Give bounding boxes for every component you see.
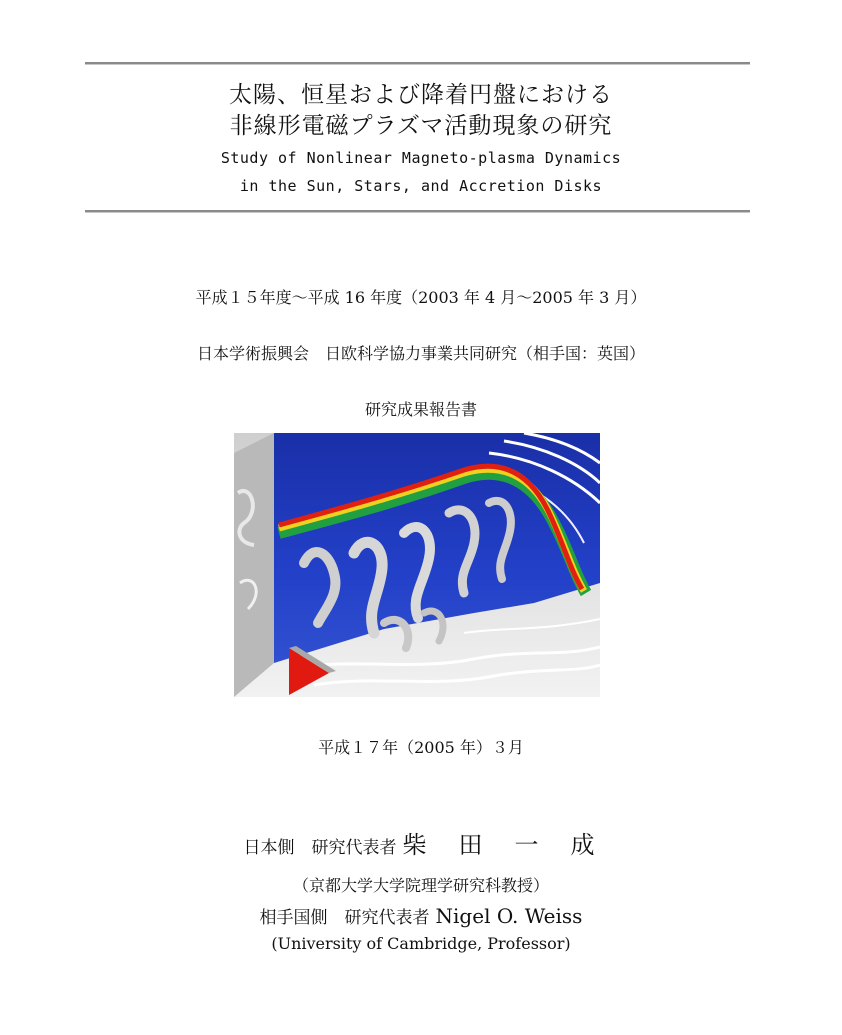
partner-representative: [0, 899, 842, 935]
title-japanese-line-2: 非線形電磁プラズマ活動現象の研究: [229, 113, 613, 139]
report-type: 研究成果報告書: [364, 400, 477, 419]
title-japanese-line-1: 太陽、恒星および降着円盤における: [229, 82, 613, 108]
japan-representative-affiliation: （京都大学大学院理学研究科教授）: [292, 876, 549, 895]
partner-representative-affiliation: (University of Cambridge, Professor): [271, 934, 571, 953]
simulation-render: [234, 433, 600, 697]
title-english-line-2: in the Sun, Stars, and Accretion Disks: [239, 177, 603, 195]
japan-representative: [0, 828, 842, 865]
partner-representative-label: 相手国側 研究代表者: [259, 908, 430, 928]
report-date: 平成１７年（2005 年）３月: [318, 738, 524, 757]
japan-representative-name: 柴 田 一 成: [402, 831, 599, 859]
bottom-rule: [85, 210, 750, 213]
title-english-line-1: Study of Nonlinear Magneto-plasma Dynamics: [220, 149, 622, 167]
partner-representative-name: Nigel O. Weiss: [435, 904, 583, 928]
japan-representative-label: 日本側 研究代表者: [243, 838, 397, 858]
program-name: 日本学術振興会 日欧科学協力事業共同研究（相手国：英国）: [196, 344, 645, 363]
top-rule: [85, 62, 750, 65]
cover-simulation-image: [234, 433, 600, 697]
research-period: 平成１５年度〜平成 16 年度（2003 年 4 月〜2005 年 3 月）: [195, 288, 647, 307]
